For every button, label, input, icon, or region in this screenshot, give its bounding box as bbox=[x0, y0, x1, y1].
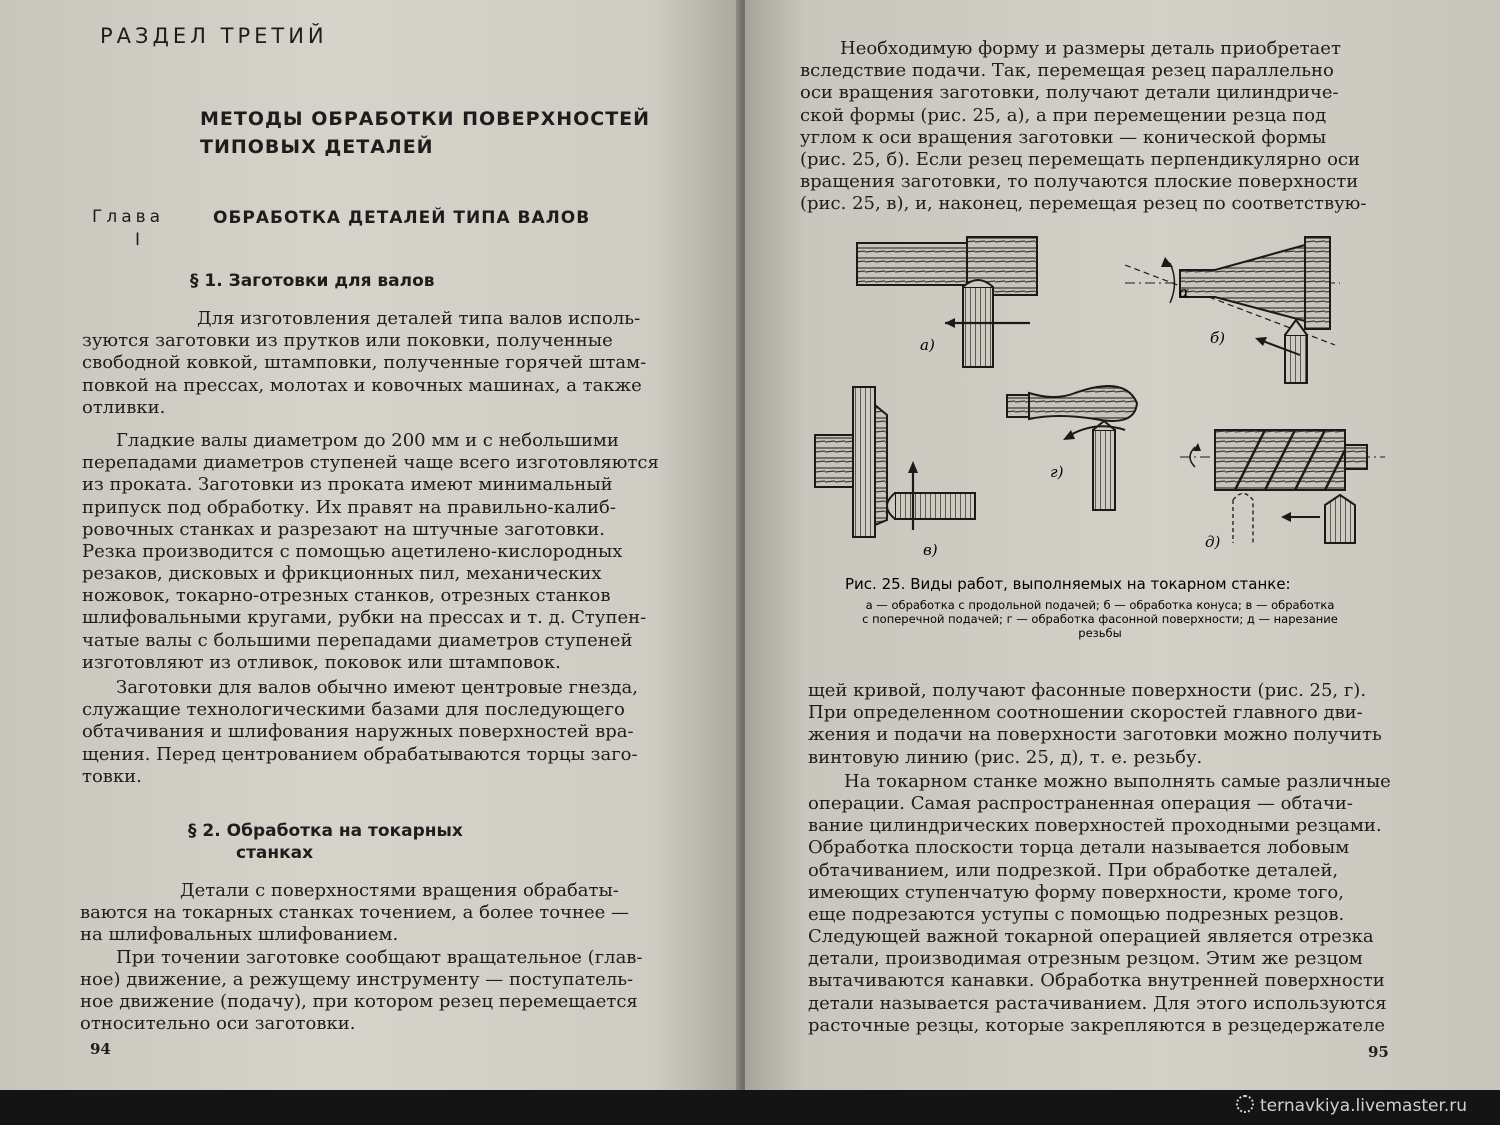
text-line: (рис. 25, б). Если резец перемещать перпендикулярно оси bbox=[800, 148, 1360, 170]
text-line: изготовляют из отливок, поковок или штамповок. bbox=[82, 651, 561, 673]
chapter-word: Глава bbox=[92, 207, 165, 227]
diagram-a-longitudinal-feed bbox=[857, 237, 1037, 367]
text-line: При определенном соотношении скоростей главного дви- bbox=[808, 702, 1363, 724]
text-line: шлифовальными кругами, рубки на прессах и т. д. Ступен- bbox=[82, 607, 647, 629]
text-line: зуются заготовки из прутков или поковки, полученные bbox=[82, 330, 613, 352]
text-line: имеющих ступенчатую форму поверхности, кроме того, bbox=[808, 881, 1344, 903]
snowflake-icon bbox=[1236, 1095, 1254, 1113]
text-line: расточные резцы, которые закрепляются в резцедержателе bbox=[808, 1014, 1386, 1036]
watermark bbox=[1236, 1095, 1467, 1116]
text-line: вытачиваются канавки. Обработка внутренней поверхности bbox=[808, 970, 1385, 992]
text-line: При точении заготовке сообщают вращательное (глав- bbox=[116, 946, 643, 968]
text-line: чатые валы с большими перепадами диаметров ступеней bbox=[82, 629, 633, 651]
section2-heading bbox=[188, 820, 463, 864]
text-line: отливки. bbox=[82, 396, 166, 418]
figure-legend bbox=[800, 598, 1400, 640]
text-line: Для изготовления деталей типа валов исполь- bbox=[197, 308, 641, 329]
label-d: д) bbox=[1205, 533, 1221, 551]
text-line: перепадами диаметров ступеней чаще всего изготовляются bbox=[82, 452, 659, 474]
text-line: жения и подачи на поверхности заготовки можно получить bbox=[808, 724, 1382, 746]
chapter-number: I bbox=[135, 230, 141, 250]
section2-heading-line: § 2. Обработка на токарных bbox=[188, 821, 463, 841]
section2-heading-line: станках bbox=[236, 843, 314, 863]
text-line: Следующей важной токарной операцией является отрезка bbox=[808, 926, 1374, 948]
text-line: углом к оси вращения заготовки — конической формы bbox=[800, 126, 1327, 148]
text-line: на шлифовальных шлифованием. bbox=[80, 924, 399, 946]
text-line: относительно оси заготовки. bbox=[80, 1013, 356, 1035]
watermark-text: ternavkiya.livemaster.ru bbox=[1260, 1096, 1468, 1116]
diagram-v-cross-feed bbox=[815, 387, 975, 559]
diagram-b-taper-turning bbox=[1125, 237, 1340, 383]
text-line: Заготовки для валов обычно имеют центровые гнезда, bbox=[116, 677, 638, 698]
text-line: свободной ковкой, штамповки, полученные горячей штам- bbox=[82, 352, 647, 374]
text-line: еще подрезаются уступы с помощью подрезных резцов. bbox=[808, 903, 1345, 925]
legend-line: резьбы bbox=[1078, 626, 1122, 640]
bottom-text bbox=[808, 680, 1458, 1037]
text-line: вание цилиндрических поверхностей проходными резцами. bbox=[808, 815, 1382, 837]
text-line: Гладкие валы диаметром до 200 мм и с небольшими bbox=[116, 429, 619, 451]
text-line: ножовок, токарно-отрезных станков, отрезных станков bbox=[82, 585, 611, 607]
text-line: ное движение (подачу), при котором резец перемещается bbox=[80, 990, 638, 1012]
top-text bbox=[800, 38, 1450, 216]
text-line: вращения заготовки, то получаются плоские поверхности bbox=[800, 171, 1359, 193]
text-line: ное) движение, а режущему инструменту — поступатель- bbox=[80, 968, 634, 990]
label-a: а) bbox=[920, 336, 935, 354]
text-line: винтовую линию (рис. 25, д), т. е. резьбу. bbox=[808, 746, 1203, 768]
text-line: оси вращения заготовки, получают детали цилиндриче- bbox=[800, 82, 1339, 104]
text-line: резаков, дисковых и фрикционных пил, механических bbox=[82, 563, 602, 585]
text-line: щения. Перед центрованием обрабатываются торцы заго- bbox=[82, 743, 638, 765]
text-line: обтачиванием, или подрезкой. При обработке деталей, bbox=[808, 859, 1339, 881]
page-number: 94 bbox=[90, 1040, 111, 1058]
text-line: детали называется растачиванием. Для этого используются bbox=[808, 992, 1387, 1014]
label-g: г) bbox=[1050, 463, 1064, 481]
page-number: 95 bbox=[1368, 1043, 1389, 1061]
text-line: повкой на прессах, молотах и ковочных машинах, а также bbox=[82, 374, 642, 396]
section-label: РАЗДЕЛ ТРЕТИЙ bbox=[100, 24, 328, 48]
label-v: в) bbox=[923, 541, 938, 559]
angle-alpha-label: α bbox=[1179, 283, 1190, 301]
figure-caption: Рис. 25. Виды работ, выполняемых на токарном станке: bbox=[845, 575, 1291, 593]
text-line: операции. Самая распространенная операция — обтачи- bbox=[808, 792, 1353, 814]
text-line: товки. bbox=[82, 765, 142, 787]
text-line: ваются на токарных станках точением, а более точнее — bbox=[80, 902, 629, 924]
diagram-g-profile-turning bbox=[1007, 386, 1137, 510]
text-line: Обработка плоскости торца детали называется лобовым bbox=[808, 837, 1350, 859]
left-page bbox=[0, 0, 742, 1090]
text-line: обтачивания и шлифования наружных поверхностей вра- bbox=[82, 721, 634, 743]
label-b: б) bbox=[1210, 329, 1226, 347]
section2-text bbox=[80, 880, 680, 1035]
text-line: На токарном станке можно выполнять самые различные bbox=[844, 770, 1391, 792]
text-line: ской формы (рис. 25, а), а при перемещении резца под bbox=[800, 104, 1327, 126]
chapter-title: ОБРАБОТКА ДЕТАЛЕЙ ТИПА ВАЛОВ bbox=[213, 208, 591, 228]
text-line: щей кривой, получают фасонные поверхности (рис. 25, г). bbox=[808, 680, 1367, 701]
text-line: Резка производится с помощью ацетилено-кислородных bbox=[82, 540, 623, 562]
text-line: ровочных станках и разрезают на штучные заготовки. bbox=[82, 518, 605, 540]
text-line: детали, производимая отрезным резцом. Этим же резцом bbox=[808, 948, 1363, 970]
text-line: (рис. 25, в), и, наконец, перемещая резец по соответствую- bbox=[800, 193, 1367, 215]
section1-heading: § 1. Заготовки для валов bbox=[190, 271, 435, 291]
part-title-line: МЕТОДЫ ОБРАБОТКИ ПОВЕРХНОСТЕЙ bbox=[200, 108, 651, 130]
text-line: припуск под обработку. Их правят на правильно-калиб- bbox=[82, 496, 616, 518]
text-line: из проката. Заготовки из проката имеют минимальный bbox=[82, 474, 613, 496]
text-line: вследствие подачи. Так, перемещая резец параллельно bbox=[800, 60, 1334, 82]
figure-25-turning-operations bbox=[795, 225, 1385, 575]
legend-line: а — обработка с продольной подачей; б — обработка конуса; в — обработка bbox=[865, 598, 1335, 612]
text-line: служащие технологическими базами для последующего bbox=[82, 699, 625, 721]
section1-text bbox=[82, 308, 682, 788]
diagram-d-thread-cutting bbox=[1180, 430, 1385, 551]
text-line: Необходимую форму и размеры деталь приобретает bbox=[840, 38, 1341, 59]
part-title bbox=[200, 105, 650, 161]
part-title-line: ТИПОВЫХ ДЕТАЛЕЙ bbox=[200, 136, 434, 158]
legend-line: с поперечной подачей; г — обработка фасонной поверхности; д — нарезание bbox=[862, 612, 1338, 626]
text-line: Детали с поверхностями вращения обрабаты- bbox=[180, 880, 619, 901]
